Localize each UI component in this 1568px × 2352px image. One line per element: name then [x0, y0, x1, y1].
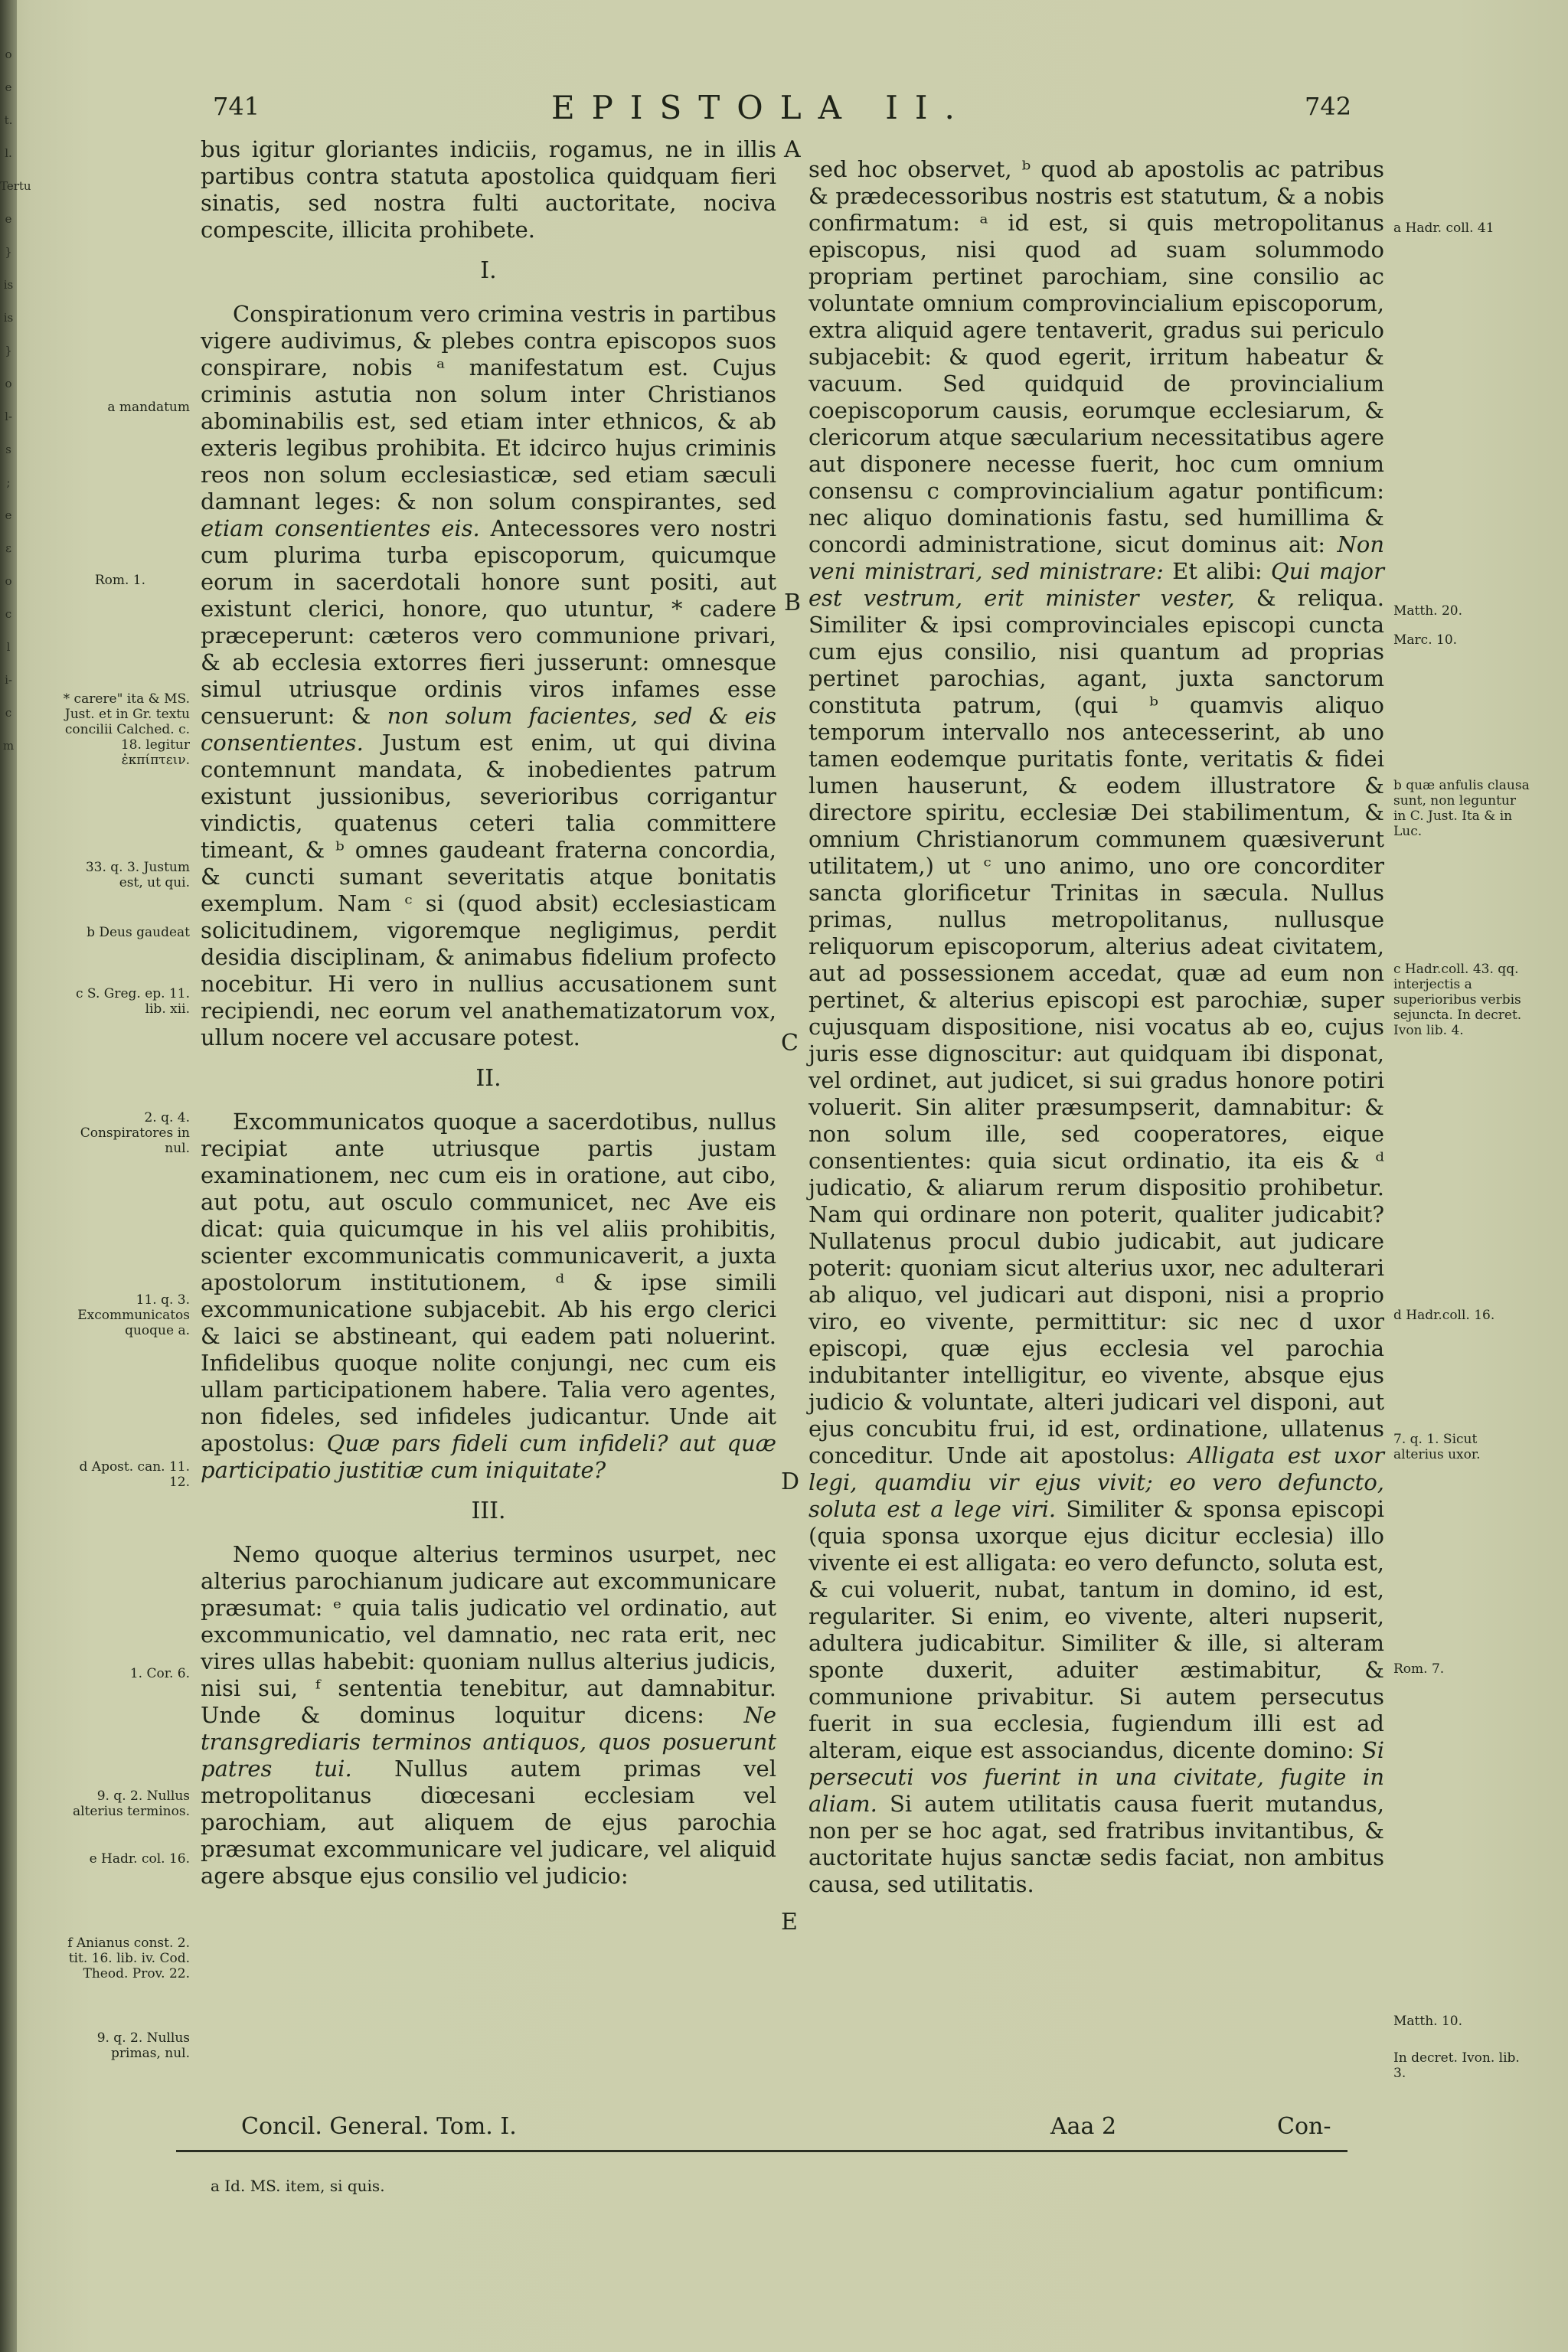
- gutter-fragment: o: [5, 574, 12, 588]
- column-letter-b: B: [784, 590, 802, 616]
- left-note: 2. q. 4. Conspiratores in nul.: [80, 1110, 190, 1156]
- page-number-right: 742: [1305, 92, 1352, 121]
- gutter-fragment: ;: [6, 475, 11, 489]
- signature-mark: Aaa 2: [1050, 2113, 1117, 2140]
- left-note: * carere" ita & MS. Just. et in Gr. textu concilii Calched. c. 18. legitur ἐκπίπτειν.: [63, 691, 190, 768]
- right-paragraph: sed hoc observet, ᵇ quod ab apostolis ac patribus & prædecessoribus nostris est statutum, & a nobis confirmatum: ᵃ id est, si quis metropolitanus episcopus, nisi quod ad suam solummodo propriam pertinet parochiam, sine consilio ac voluntate omnium comprovincialium episcoporum, extra aliquid agere tentaverit, gradus sui periculo subjacebit: & quod egerit, irritum habeatur & vacuum. Sed quidquid de provincialium coepiscoporum causis, eorumque ecclesiarum, & clericorum atque sæcularium necessitatibus agere aut disponere necesse fuerit, hoc cum omnium consensu c comprovincialium agatur pontificum: nec aliquo dominationis fastu, sed humillima & concordi administratione, sicut dominus ait: Non veni ministrari, sed ministrare: Et alibi: Qui major est vestrum, erit minister vester, & reliqua. Similiter & ipsi comprovinciales episcopi cuncta cum ejus consilio, nisi quantum ad proprias pertinet parochias, agant, juxta sanctorum constituta patrum, (qui ᵇ quamvis aliquo temporum intervallo nos antecesserint, ab uno tamen eodemque puritatis fonte, veritatis & fidei lumen hauserunt, & eodem illustratore & directore spiritu, ecclesiæ Dei stabilimentum, & omnium Christianorum communem quæsiverunt utilitatem,) ut ᶜ uno animo, uno ore concorditer sancta glorificetur Trinitas in sæcula. Nullus primas, nullus metropolitanus, nullusque reliquorum episcoporum, alterius adeat civitatem, aut ad possessionem accedat, quæ ad eum non pertinet, & alterius episcopi est parochiæ, super cujusquam dispositione, nisi vocatus ab eo, cujus juris esse dignoscitur: aut quidquam ibi disponat, vel ordinet, aut judicet, si sui gradus honore potiri voluerit. Sin aliter præsumpserit, damnabitur: & non solum ille, sed cooperatores, eique consentientes: quia sicut ordinatio, ita eis & ᵈ judicatio, & aliarum rerum dispositio prohibetur. Nam qui ordinare non poterit, qualiter judicabit? Nullatenus procul dubio judicabit, aut judicare poterit: quoniam sicut alterius uxor, nec adulterari ab aliquo, vel judicari aut disponi, nisi a proprio viro, eo vivente, permittitur: sic nec d uxor episcopi, quæ ejus ecclesia vel parochia indubitanter intelligitur, eo vivente, absque ejus judicio & voluntate, alteri judicari vel disponi, aut ejus concubitu frui, id est, ordinatione, ullatenus conceditur. Unde ait apostolus: Alligata est uxor legi, quamdiu vir ejus vivit; eo vero defuncto, soluta est a lege viri. Similiter & sponsa episcopi (quia sponsa uxorque ejus dicitur ecclesia) illo vivente ei est alligata: eo vero defuncto, soluta est, & cui voluerit, nubat, tantum in domino, id est, regulariter. Si enim, eo vivente, alteri nupserit, adultera judicabitur. Similiter & ille, si alteram sponte duxerit, aduiter æstimabitur, & communione privabitur. Si autem persecutus fuerit in sua ecclesia, fugiendum illi est ad alteram, eique est associandus, dicente domino: Si persecuti vos fuerint in una civitate, fugite in aliam. Si autem utilitatis causa fuerit mutandus, non per se hoc agat, sed fratribus invitantibus, & auctoritate hujus sanctæ sedis faciat, non ambitus causa, sed utilitatis.: [808, 156, 1385, 1897]
- gutter-fragment: is: [3, 311, 14, 325]
- volume-line: Concil. General. Tom. I.: [241, 2113, 517, 2140]
- gutter-fragment: t.: [4, 113, 13, 127]
- left-column: [201, 136, 776, 1890]
- right-note: Marc. 10.: [1393, 632, 1458, 648]
- left-note: 1. Cor. 6.: [129, 1666, 190, 1681]
- left-note: f Anianus const. 2. tit. 16. lib. iv. Cod. Theod. Prov. 22.: [67, 1936, 190, 1981]
- left-note: c S. Greg. ep. 11. lib. xii.: [75, 986, 190, 1017]
- intro-paragraph: bus igitur gloriantes indiciis, rogamus, ne in illis partibus contra statuta apostolica quidquam fieri sinatis, sed nostra fulti auctoritate, nociva compescite, illicita prohibete.: [201, 136, 776, 243]
- right-note: Rom. 7.: [1393, 1661, 1445, 1677]
- right-note: Matth. 10.: [1393, 2014, 1462, 2029]
- section-3-paragraph: Nemo quoque alterius terminos usurpet, nec alterius parochianum judicare aut excommunicare præsumat: ᵉ quia talis judicatio vel ordinatio, aut excommunicatio, vel damnatio, nec rata erit, nec vires ullas habebit: quoniam nullus alterius judicis, nisi sui, ᶠ sententia tenebitur, aut damnabitur. Unde & dominus loquitur dicens: Ne transgrediaris terminos antiquos, quos posuerunt patres tui. Nullus autem primas vel metropolitanus diœcesani ecclesiam vel parochiam, aut aliquem de ejus parochia præsumat excommunicare vel judicare, vel aliquid agere absque ejus consilio vel judicio:: [201, 1541, 776, 1889]
- left-note: 33. q. 3. Justum est, ut qui.: [85, 860, 190, 890]
- right-note: In decret. Ivon. lib. 3.: [1393, 2050, 1520, 2081]
- gutter-fragment: e: [5, 212, 12, 226]
- gutter-fragment: Tertu: [0, 179, 31, 193]
- running-title: EPISTOLA II.: [551, 89, 972, 126]
- gutter-fragment: l-: [5, 410, 12, 423]
- right-note: Matth. 20.: [1393, 603, 1462, 619]
- gutter-fragment: i-: [5, 673, 12, 687]
- right-note: 7. q. 1. Sicut alterius uxor.: [1393, 1432, 1481, 1462]
- right-note: c Hadr.coll. 43. qq. interjectis a superioribus verbis sejuncta. In decret. Ivon lib. 4.: [1393, 962, 1522, 1038]
- column-letter-e: E: [781, 1909, 798, 1936]
- column-letter-c: C: [781, 1030, 799, 1057]
- gutter-fragment: l: [6, 640, 11, 654]
- column-letter-d: D: [781, 1468, 800, 1495]
- footnote: a Id. MS. item, si quis.: [211, 2177, 385, 2195]
- gutter-fragment: }: [5, 344, 12, 358]
- left-note: 9. q. 2. Nullus alterius terminos.: [73, 1788, 190, 1819]
- gutter-fragment: c: [5, 607, 12, 621]
- left-note: 9. q. 2. Nullus primas, nul.: [96, 2030, 190, 2061]
- section-heading-2: II.: [475, 1065, 501, 1092]
- left-note: e Hadr. col. 16.: [89, 1851, 190, 1867]
- gutter-fragment: e: [5, 508, 12, 522]
- gutter-fragment: e: [5, 80, 12, 94]
- gutter-fragment: ε: [5, 541, 11, 555]
- left-note: Rom. 1.: [94, 573, 145, 588]
- gutter-fragment: is: [3, 278, 14, 292]
- section-2-paragraph: Excommunicatos quoque a sacerdotibus, nullus recipiat ante utriusque partis justam examinationem, nec cum eis in oratione, aut cibo, aut potu, aut osculo communicet, nec Ave eis dicat: quia quicumque in his vel aliis prohibitis, scienter excommunicatis communicaverit, a juxta apostolorum institutionem, ᵈ & ipse simili excommunicatione subjacebit. Ab his ergo clerici & laici se abstineant, qui eadem pati noluerint. Infidelibus quoque nolite conjungi, nec cum eis ullam participationem habere. Talia vero agentes, non fideles, sed infideles judicantur. Unde ait apostolus: Quæ pars fideli cum infideli? aut quæ participatio justitiæ cum iniquitate?: [201, 1109, 776, 1483]
- gutter-fragment: o: [5, 377, 12, 390]
- column-letter-a: A: [784, 136, 801, 163]
- section-heading-3: III.: [471, 1498, 506, 1524]
- left-note: d Apost. can. 11. 12.: [79, 1459, 190, 1490]
- left-note: b Deus gaudeat: [87, 925, 190, 940]
- gutter-fragment: s: [5, 443, 11, 456]
- gutter-fragment: l.: [5, 146, 12, 160]
- footnote-rule: [176, 2150, 1348, 2152]
- adjacent-page-fragments: [0, 38, 31, 763]
- left-note: a mandatum: [107, 400, 190, 415]
- gutter-fragment: m: [2, 739, 15, 753]
- gutter-fragment: }: [5, 245, 12, 259]
- right-column: [808, 156, 1384, 1898]
- right-note: b quæ anfulis clausa sunt, non leguntur in C. Just. Ita & in Luc.: [1393, 778, 1530, 839]
- catchword: Con-: [1277, 2113, 1331, 2140]
- gutter-fragment: c: [5, 706, 12, 720]
- right-note: d Hadr.coll. 16.: [1393, 1308, 1495, 1323]
- section-heading-1: I.: [480, 257, 497, 284]
- left-note: 11. q. 3. Excommunicatos quoque a.: [77, 1292, 190, 1338]
- gutter-fragment: o: [5, 47, 12, 61]
- right-note: a Hadr. coll. 41: [1393, 220, 1494, 236]
- section-1-paragraph: Conspirationum vero crimina vestris in partibus vigere audivimus, & plebes contra episcopos suos conspirare, nobis ᵃ manifestatum est. Cujus criminis astutia non solum inter Christianos abominabilis est, sed etiam inter ethnicos, & ab exteris legibus prohibita. Et idcirco hujus criminis reos non solum ecclesiasticæ, sed etiam sæculi damnant leges: & non solum conspirantes, sed etiam consentientes eis. Antecessores vero nostri cum plurima turba episcoporum, quicumque eorum in sacerdotali honore sunt positi, aut existunt clerici, honore, quo utuntur, * cadere præceperunt: cæteros vero communione privari, & ab ecclesia extorres fieri jusserunt: omnesque simul utriusque ordinis viros infames esse censuerunt: & non solum facientes, sed & eis consentientes. Justum est enim, ut qui divina contemnunt mandata, & inobedientes patrum existunt jussionibus, severioribus corrigantur vindictis, quatenus ceteri talia committere timeant, & ᵇ omnes gaudeant fraterna concordia, & cuncti sumant severitatis atque bonitatis exemplum. Nam ᶜ si (quod absit) ecclesiasticam solicitudinem, vigoremque negligimus, perdit desidia disciplinam, & animabus fidelium profecto nocebitur. Hi vero in nullius accusationem sunt recipiendi, nec eorum vel anathematizatorum vox, ullum nocere vel accusare potest.: [201, 301, 777, 1050]
- page-number-left: 741: [213, 92, 260, 121]
